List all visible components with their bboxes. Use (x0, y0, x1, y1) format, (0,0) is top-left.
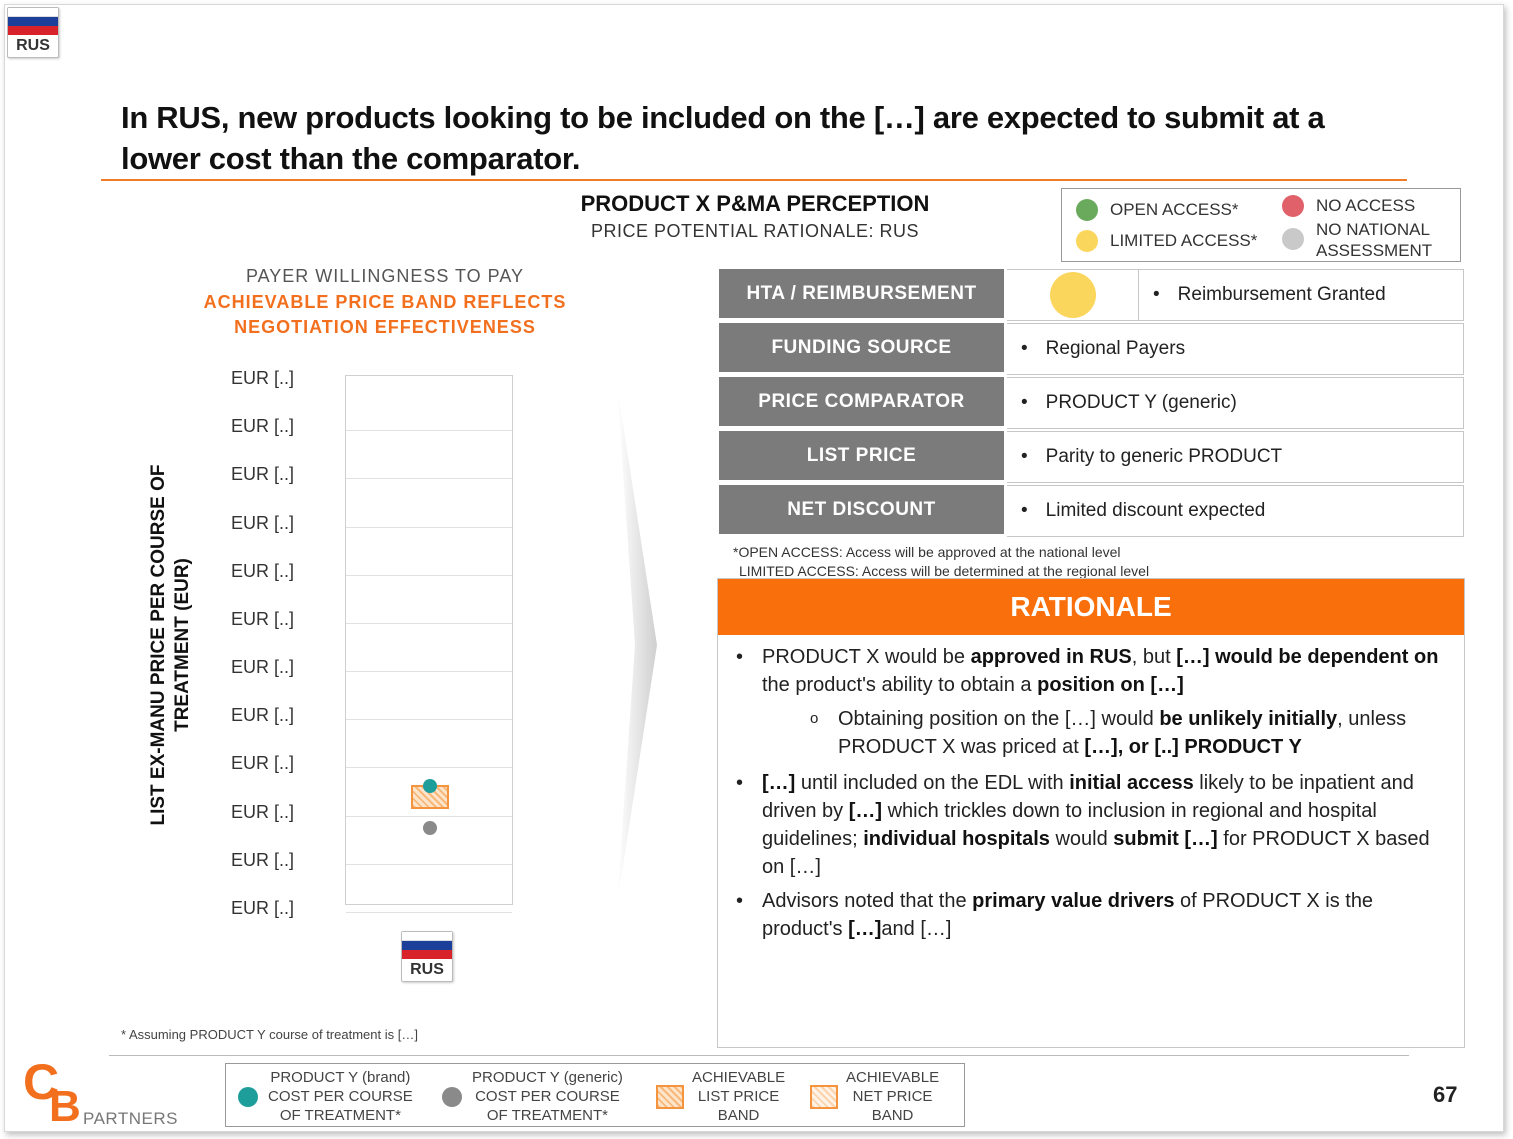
table-row (719, 269, 1464, 321)
generic-cost-point (423, 821, 437, 835)
footer-divider (109, 1055, 1409, 1056)
y-tick-label: EUR [..] (231, 849, 295, 870)
y-tick-label: EUR [..] (231, 368, 295, 388)
grey-circle-icon (442, 1087, 462, 1107)
x-category-label: RUS (410, 961, 444, 978)
rationale-heading: RATIONALE (718, 579, 1464, 635)
grid-line (346, 912, 512, 913)
perception-title: PRODUCT X P&MA PERCEPTION (580, 191, 930, 216)
grid-line (346, 671, 512, 672)
country-flag-badge (7, 7, 59, 58)
access-definitions: *OPEN ACCESS: Access will be approved at the national level LIMITED ACCESS: Access will be determined at the regional level (733, 544, 1150, 579)
row-header: FUNDING SOURCE (719, 323, 1007, 375)
grey-circle-icon (1282, 228, 1304, 250)
row-header: LIST PRICE (719, 431, 1007, 483)
row-value: • PRODUCT Y (generic) (1007, 377, 1464, 429)
country-code: RUS (16, 37, 50, 54)
legend-item-brand: PRODUCT Y (brand) COST PER COURSE OF TREATMENT* (238, 1068, 413, 1125)
title-divider (101, 179, 1407, 181)
red-circle-icon (1282, 195, 1304, 217)
grid-line (346, 623, 512, 624)
rationale-bullet-2: • […] until included on the EDL with initial access likely to be inpatient and driven by […] which trickles down to inclusion in regional and hospital guidelines; individual hospitals would submit […] for PRODUCT X based on […] (736, 772, 1430, 878)
arrow-chevron-icon (617, 385, 657, 905)
row-value: • Reimbursement Granted (1139, 269, 1464, 321)
table-row (719, 323, 1464, 375)
grid-line (346, 864, 512, 865)
grid-line (346, 719, 512, 720)
y-tick-label: EUR [..] (231, 416, 295, 437)
grid-line (346, 816, 512, 817)
x-category-flag (401, 931, 453, 982)
slide: RUS In RUS, new products looking to be included on the […] are expected to submit at a lower cost than the comparator. PRODUCT X P&MA PERCEPTION PRICE POTENTIAL RATIONALE: RUS OPEN ACCESS* LIMITED ACCESS* NO ACCESS NO NATIONAL ASSESSMENT PAYER WILLINGNESS TO PAY ACHIEVABLE PRICE BAND REFLECTS NEGOTIATION EFFECTIVENESS LIST EX-MANU PRICE PER COURSE OF TREATMENT (EUR) EUR [..] EUR [..] EUR [..] EUR [..] EUR [..] EUR [..] EUR [..] EUR [..] EUR [..] EUR [..] EUR [..] EUR [..] RUS HTA / REIMBURSEMENT • Reimbursement Granted FUNDING SOURCE • Regional Payers PRICE COMPARATOR • PRODUCT Y (generic) LIST PRICE • Parity to generic PRODUCT NET DISCOUNT • Limited discount expected *OPEN ACCESS: Access will be approved at the national level LIMITED ACCESS: Access will be determined at the regional level RATIONALE • PRODUCT X would be approved in RUS, but […] would be dependent on the product's ability to obtain a position on […] o Obtaining position on the […] would be unlikely initially, unless PRODUCT X was priced at […], or [..] PRODUCT Y • […] until included on the EDL with initial access likely to be inpatient and driven by […] which trickles down to inclusion in regional and hospital guidelines; individual hospitals would submit […] for PRODUCT X based on […] • Advisors noted that the primary value drivers of PRODUCT X is the product's […]and […] * Assuming PRODUCT Y course of treatment is […] C B PARTNERS PRODUCT Y (brand) COST PER COURSE OF TREATMENT* PRODUCT Y (generic) COST PER COURSE OF TREATMENT* ACHIEVABLE LIST PRICE BAND ACHIEVABLE NET PRICE BAND 67 (4, 4, 1504, 1132)
price-band-plot (345, 375, 513, 905)
legend-item-list-band: ACHIEVABLE LIST PRICE BAND (656, 1068, 785, 1125)
row-value: • Parity to generic PRODUCT (1007, 431, 1464, 483)
y-tick-label: EUR [..] (231, 753, 295, 774)
y-tick-label: EUR [..] (231, 801, 295, 822)
brand-cost-point (423, 779, 437, 793)
row-value: • Limited discount expected (1007, 485, 1464, 537)
yellow-circle-icon (1076, 230, 1098, 252)
page-number: 67 (1433, 1082, 1458, 1107)
limited-access-status-icon (1050, 272, 1096, 318)
grid-line (346, 767, 512, 768)
grid-line (346, 430, 512, 431)
y-tick-label: EUR [..] (231, 898, 295, 918)
row-header: HTA / REIMBURSEMENT (719, 269, 1007, 321)
rationale-bullet-1: • PRODUCT X would be approved in RUS, but […] would be dependent on the product's ability to obtain a position on […] (736, 646, 1439, 696)
green-circle-icon (1076, 199, 1098, 221)
table-row (719, 431, 1464, 483)
y-tick-label: EUR [..] (231, 512, 295, 533)
y-tick-label: EUR [..] (231, 657, 295, 678)
y-tick-label: EUR [..] (231, 608, 295, 629)
row-header: PRICE COMPARATOR (719, 377, 1007, 429)
slide-title: In RUS, new products looking to be included on the […] are expected to submit at a lower cost than the comparator. (121, 100, 1325, 176)
y-tick-label: EUR [..] (231, 560, 295, 581)
chart-footnote: * Assuming PRODUCT Y course of treatment is […] (121, 1027, 418, 1042)
grid-line (346, 478, 512, 479)
y-tick-label: EUR [..] (231, 705, 295, 726)
rationale-bullet-3: • Advisors noted that the primary value drivers of PRODUCT X is the product's […]and […] (736, 890, 1374, 940)
teal-circle-icon (238, 1087, 258, 1107)
legend-limited-access: LIMITED ACCESS* (1076, 230, 1257, 252)
access-legend (1061, 188, 1461, 262)
y-tick-label: EUR [..] (231, 464, 295, 485)
rationale-subbullet-1a: o Obtaining position on the […] would be unlikely initially, unless PRODUCT X was priced at […], or [..] PRODUCT Y (810, 708, 1407, 758)
table-row (719, 377, 1464, 429)
legend-no-national-assessment: NO NATIONAL ASSESSMENT (1282, 219, 1432, 261)
chart-legend (225, 1063, 965, 1127)
hatched-swatch-icon (656, 1085, 684, 1109)
wtp-subheading: ACHIEVABLE PRICE BAND REFLECTS NEGOTIATION EFFECTIVENESS (203, 292, 567, 337)
y-axis-label: LIST EX-MANU PRICE PER COURSE OF TREATMENT (EUR) (148, 464, 193, 826)
perception-subtitle: PRICE POTENTIAL RATIONALE: RUS (590, 221, 920, 241)
grid-line (346, 527, 512, 528)
legend-no-access: NO ACCESS (1282, 195, 1415, 217)
grid-line (346, 575, 512, 576)
row-header: NET DISCOUNT (719, 485, 1007, 537)
table-row (719, 485, 1464, 537)
legend-item-net-band: ACHIEVABLE NET PRICE BAND (810, 1068, 939, 1125)
light-hatched-swatch-icon (810, 1085, 838, 1109)
legend-open-access: OPEN ACCESS* (1076, 199, 1239, 221)
legend-item-generic: PRODUCT Y (generic) COST PER COURSE OF TREATMENT* (442, 1068, 623, 1125)
status-cell (1007, 269, 1139, 321)
row-value: • Regional Payers (1007, 323, 1464, 375)
wtp-heading: PAYER WILLINGNESS TO PAY (245, 266, 525, 286)
rationale-panel (717, 578, 1465, 1048)
